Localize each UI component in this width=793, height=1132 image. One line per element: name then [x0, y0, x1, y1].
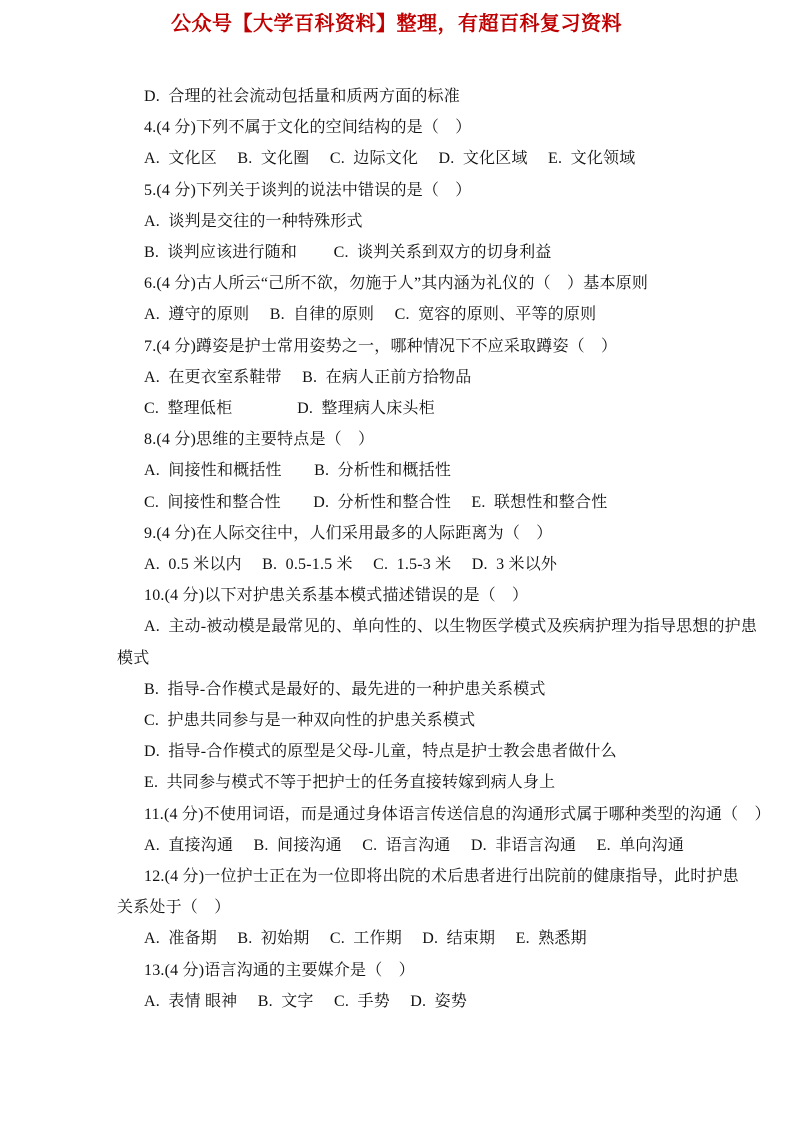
options-line: B. 指导-合作模式是最好的、最先进的一种护患关系模式 — [144, 680, 546, 698]
options-line: A. 遵守的原则 B. 自律的原则 C. 宽容的原则、平等的原则 — [144, 306, 597, 324]
options-line: B. 谈判应该进行随和 C. 谈判关系到双方的切身利益 — [144, 244, 552, 262]
question-line: 7.(4 分)蹲姿是护士常用姿势之一，哪种情况下不应采取蹲姿（ ） — [144, 337, 618, 355]
options-line: C. 整理低柜 D. 整理病人床头柜 — [144, 400, 435, 418]
question-line: 9.(4 分)在人际交往中，人们采用最多的人际距离为（ ） — [144, 524, 553, 542]
continuation-line: 关系处于（ ） — [117, 899, 231, 917]
page-title: 公众号【大学百科资料】整理，有超百科复习资料 — [171, 13, 622, 35]
question-line: 6.(4 分)古人所云“己所不欲，勿施于人”其内涵为礼仪的（ ）基本原则 — [144, 275, 649, 293]
options-line: E. 共同参与模式不等于把护士的任务直接转嫁到病人身上 — [144, 774, 556, 792]
document-body — [117, 81, 771, 1017]
question-line: 8.(4 分)思维的主要特点是（ ） — [144, 431, 375, 449]
question-line: 11.(4 分)不使用词语，而是通过身体语言传送信息的沟通形式属于哪种类型的沟通（ ） — [144, 805, 771, 823]
options-line: A. 谈判是交往的一种特殊形式 — [144, 212, 363, 230]
document-page — [0, 10, 793, 1132]
question-line: 5.(4 分)下列关于谈判的说法中错误的是（ ） — [144, 181, 472, 199]
options-line: A. 间接性和概括性 B. 分析性和概括性 — [144, 462, 452, 480]
question-line: 12.(4 分)一位护士正在为一位即将出院的术后患者进行出院前的健康指导，此时护患 — [144, 868, 739, 886]
options-line: A. 表情 眼神 B. 文字 C. 手势 D. 姿势 — [144, 992, 468, 1010]
options-line: A. 0.5 米以内 B. 0.5-1.5 米 C. 1.5-3 米 D. 3 米以外 — [144, 556, 558, 574]
text-line: D. 合理的社会流动包括量和质两方面的标准 — [144, 88, 460, 105]
continuation-line: 模式 — [117, 649, 150, 667]
options-line: A. 准备期 B. 初始期 C. 工作期 D. 结束期 E. 熟悉期 — [144, 930, 587, 948]
options-line: C. 间接性和整合性 D. 分析性和整合性 E. 联想性和整合性 — [144, 493, 608, 511]
question-line: 4.(4 分)下列不属于文化的空间结构的是（ ） — [144, 119, 472, 137]
options-line: A. 在更衣室系鞋带 B. 在病人正前方拾物品 — [144, 368, 472, 386]
question-line: 13.(4 分)语言沟通的主要媒介是（ ） — [144, 961, 415, 979]
options-line: A. 文化区 B. 文化圈 C. 边际文化 D. 文化区域 E. 文化领域 — [144, 150, 636, 168]
options-line: C. 护患共同参与是一种双向性的护患关系模式 — [144, 712, 476, 730]
question-line: 10.(4 分)以下对护患关系基本模式描述错误的是（ ） — [144, 587, 529, 605]
options-line: A. 直接沟通 B. 间接沟通 C. 语言沟通 D. 非语言沟通 E. 单向沟通 — [144, 836, 685, 854]
options-line: D. 指导-合作模式的原型是父母-儿童，特点是护士教会患者做什么 — [144, 743, 617, 761]
options-line: A. 主动-被动模是最常见的、单向性的、以生物医学模式及疾病护理为指导思想的护患 — [144, 618, 758, 636]
